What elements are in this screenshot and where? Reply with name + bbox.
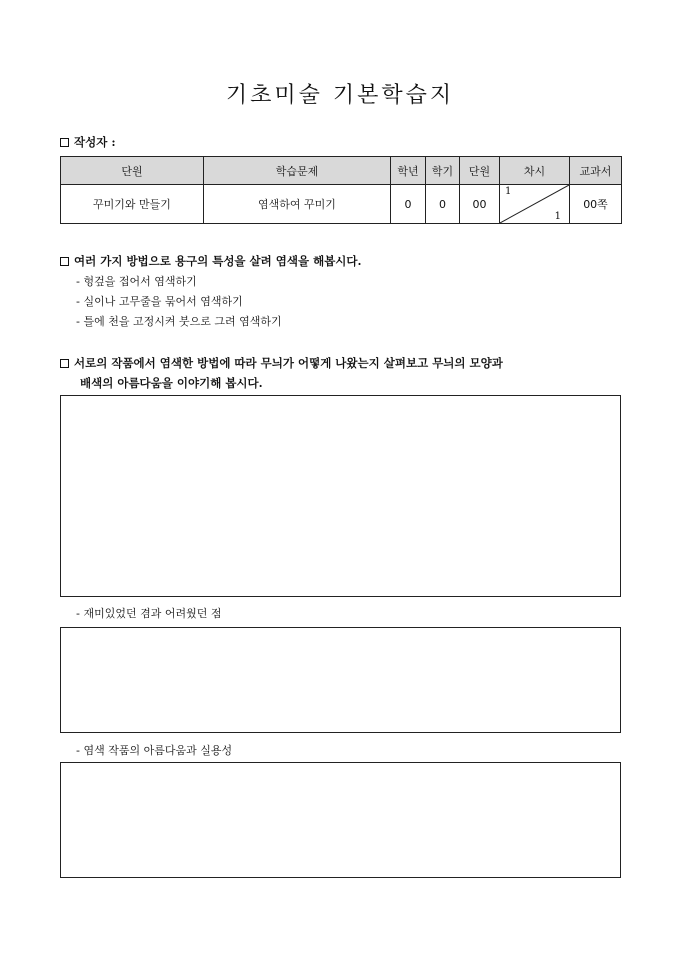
cell-textbook: 00쪽 xyxy=(570,185,622,224)
page-title: 기초미술 기본학습지 xyxy=(225,83,455,108)
cell-grade: 0 xyxy=(391,185,426,224)
checkbox-square-icon xyxy=(60,257,69,266)
section2-heading-line2: 배색의 아름다움을 이야기해 봅시다. xyxy=(80,376,263,390)
list-item: - 틀에 천을 고정시켜 붓으로 그려 염색하기 xyxy=(76,315,282,328)
header-textbook: 교과서 xyxy=(570,157,622,185)
answer-box-fun-difficult[interactable] xyxy=(60,627,621,733)
section2-heading xyxy=(60,353,630,393)
header-semester: 학기 xyxy=(426,157,460,185)
prompt-fun-difficult: - 재미있었던 겸과 어려웠던 점 xyxy=(76,607,222,620)
lesson-info-table xyxy=(60,156,622,224)
cell-semester: 0 xyxy=(426,185,460,224)
answer-box-beauty-usefulness[interactable] xyxy=(60,762,621,878)
table-row xyxy=(61,185,622,224)
table-header-row xyxy=(61,157,622,185)
author-row xyxy=(60,134,116,150)
section1-heading-text: 여러 가지 방법으로 용구의 특성을 살려 염색을 해봅시다. xyxy=(74,254,362,268)
section1-heading xyxy=(60,253,362,269)
header-unit: 단원 xyxy=(61,157,204,185)
prompt-beauty-usefulness: - 염색 작품의 아름다움과 실용성 xyxy=(76,744,233,757)
answer-box-main[interactable] xyxy=(60,395,621,597)
author-label: 작성자 : xyxy=(74,135,116,149)
cell-unit: 꾸미기와 만들기 xyxy=(61,185,204,224)
header-unit-no: 단원 xyxy=(460,157,500,185)
cell-problem: 염색하여 꾸미기 xyxy=(204,185,391,224)
header-period: 차시 xyxy=(500,157,570,185)
cell-unit-no: 00 xyxy=(460,185,500,224)
period-top-number: 1 xyxy=(505,186,512,197)
cell-period xyxy=(500,185,570,224)
checkbox-square-icon xyxy=(60,138,69,147)
section2-heading-line1: 서로의 작품에서 염색한 방법에 따라 무늬가 어떻게 나왔는지 살펴보고 무늬의 모양과 xyxy=(74,356,503,370)
checkbox-square-icon xyxy=(60,359,69,368)
method-list xyxy=(76,272,282,332)
list-item: - 헝겊을 접어서 염색하기 xyxy=(76,275,197,288)
header-grade: 학년 xyxy=(391,157,426,185)
period-bottom-number: 1 xyxy=(554,211,561,222)
list-item: - 실이나 고무줄을 묶어서 염색하기 xyxy=(76,295,243,308)
header-problem: 학습문제 xyxy=(204,157,391,185)
